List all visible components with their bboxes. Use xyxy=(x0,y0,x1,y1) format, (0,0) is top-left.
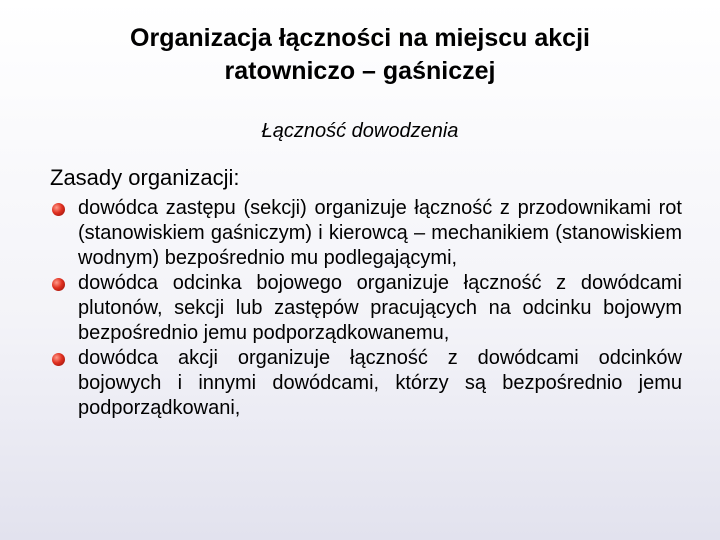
bullet-icon xyxy=(52,203,65,216)
title-line-1: Organizacja łączności na miejscu akcji xyxy=(130,24,590,52)
list-item-text: dowódca odcinka bojowego organizuje łączność z dowódcami plutonów, sekcji lub zastępów pracujących na odcinku bojowym bezpośrednio jemu podporządkowanemu, xyxy=(78,272,682,344)
title-line-2: ratowniczo – gaśniczej xyxy=(224,57,496,85)
list-item xyxy=(52,196,682,271)
list-item-text: dowódca zastępu (sekcji) organizuje łączność z przodownikami rot (stanowiskiem gaśniczym) i kierowcą – mechanikiem (stanowiskiem wodnym) bezpośrednio mu podlegającymi, xyxy=(78,197,682,269)
section-heading: Zasady organizacji: xyxy=(50,165,240,190)
bullet-list xyxy=(52,196,682,421)
bullet-icon xyxy=(52,353,65,366)
slide-title xyxy=(60,22,660,88)
list-item xyxy=(52,271,682,346)
slide-subtitle: Łączność dowodzenia xyxy=(261,120,459,142)
bullet-icon xyxy=(52,278,65,291)
list-item xyxy=(52,346,682,421)
list-item-text: dowódca akcji organizuje łączność z dowódcami odcinków bojowych i innymi dowódcami, którzy są bezpośrednio jemu podporządkowani, xyxy=(78,347,682,419)
